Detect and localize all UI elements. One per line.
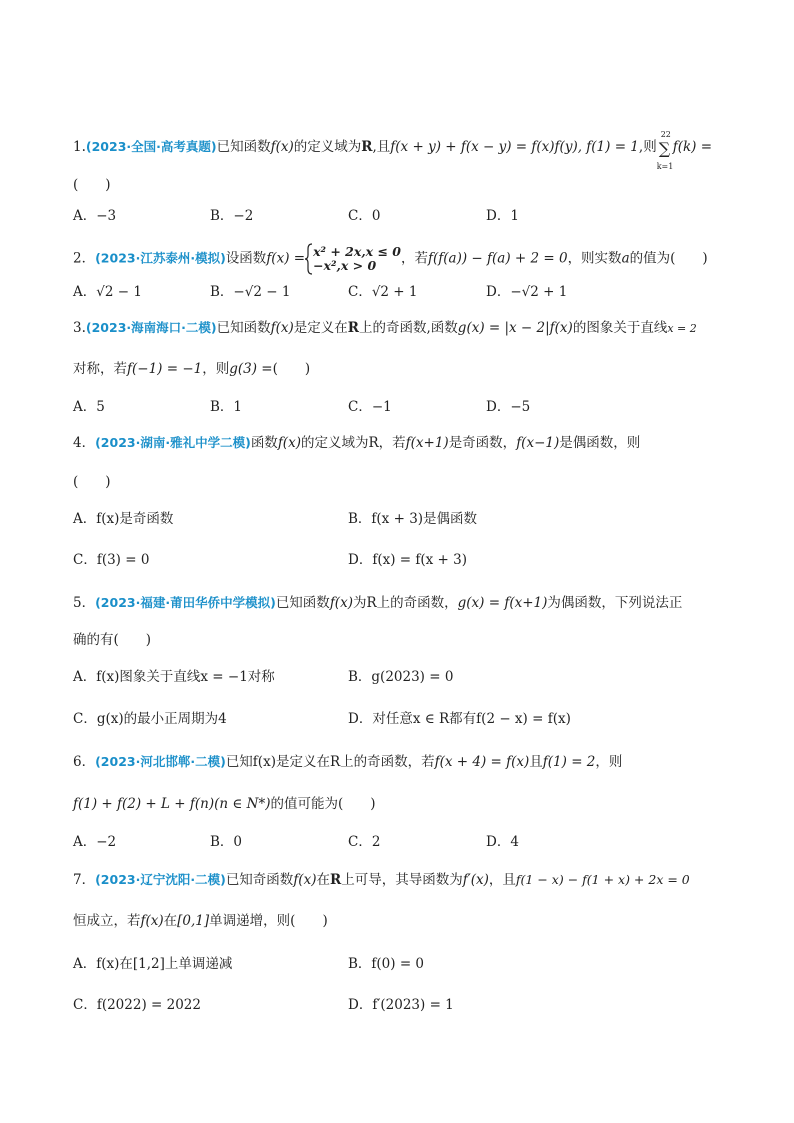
q4-paren: ( ) (73, 474, 111, 490)
q3-text: 对称，若 (73, 361, 127, 377)
q7-option-d: D．f′(2023) = 1 (348, 997, 454, 1013)
q2-number: 2． (73, 250, 96, 267)
q3-stem (73, 318, 697, 339)
q2-case1: x² + 2x,x ≤ 0 (313, 244, 401, 259)
q5-fx: f(x) (329, 595, 353, 611)
q4-text: 的定义域为R，若 (300, 435, 406, 451)
q3-line: x = 2 (667, 322, 697, 335)
q3-text: ，则 (202, 361, 230, 377)
q2-text: 设函数 (225, 250, 267, 267)
q3-text: 上的奇函数,函数 (359, 320, 458, 336)
q2-case2: −x²,x > 0 (313, 258, 377, 273)
q2-fdef: f(x) = (266, 250, 306, 267)
q2-text: 的值为( ) (629, 250, 708, 267)
q4-option-d: D．f(x) = f(x + 3) (348, 552, 467, 568)
q7-option-b: B．f(0) = 0 (348, 956, 425, 972)
q6-option-d: D．4 (486, 834, 519, 850)
q7-text: ，且 (488, 872, 516, 888)
q3-option-a: A．5 (73, 399, 105, 415)
q5-source: (2023·福建·莆田华侨中学模拟) (95, 595, 276, 610)
q6-option-a: A．−2 (73, 834, 117, 850)
q2-source: (2023·江苏泰州·模拟) (95, 250, 226, 266)
q6-text: ，则 (595, 754, 623, 770)
q2-stem (73, 243, 708, 275)
q5-option-b: B．g(2023) = 0 (348, 669, 454, 685)
sum-lower: k=1 (656, 161, 674, 171)
q6-text: 的值可能为( ) (270, 796, 376, 812)
q7-text: 在 (316, 872, 330, 888)
q1-number: 1. (73, 139, 86, 155)
q1-text: 已知函数 (216, 139, 271, 155)
q1-option-d: D．1 (486, 208, 519, 224)
q6-text: 且 (529, 754, 543, 770)
q6-stem (73, 752, 622, 772)
q7-text: 恒成立，若 (73, 913, 141, 929)
q3-condition: f(−1) = −1 (127, 361, 203, 377)
q3-stem-line2 (73, 359, 310, 379)
q7-interval: [0,1] (177, 913, 210, 929)
q6-condition: f(x + 4) = f(x) (434, 754, 530, 770)
q5-gx: g(x) = f(x+1) (457, 595, 548, 611)
q2-option-c: C．√2 + 1 (348, 284, 418, 300)
q4-option-b: B．f(x + 3)是偶函数 (348, 511, 478, 527)
q3-gx: g(x) = |x − 2|f(x) (457, 320, 573, 336)
q5-number: 5． (73, 595, 96, 611)
q7-equation: f(1 − x) − f(1 + x) + 2x = 0 (515, 872, 690, 887)
q6-stem-line2 (73, 794, 376, 814)
q2-var-a: a (621, 250, 630, 267)
q2-equation: f(f(a)) − f(a) + 2 = 0 (428, 250, 568, 267)
q4-source: (2023·湖南·雅礼中学二模) (95, 435, 251, 450)
q1-option-c: C．0 (348, 208, 381, 224)
left-brace-icon (305, 243, 313, 275)
q3-text: 是定义在 (293, 320, 348, 336)
q3-paren: ( ) (272, 361, 311, 377)
q7-fpx: f′(x) (462, 872, 489, 888)
q7-fx2: f(x) (140, 913, 164, 929)
q4-text: 是偶函数，则 (559, 435, 641, 451)
q3-number: 3. (73, 320, 86, 336)
q6-number: 6． (73, 754, 96, 770)
q5-option-c: C．g(x)的最小正周期为4 (73, 711, 227, 727)
q3-R: R (347, 320, 359, 336)
q7-R: R (329, 872, 342, 888)
q4-option-c: C．f(3) = 0 (73, 552, 150, 568)
q1-summation (656, 129, 674, 171)
q3-option-b: B．1 (210, 399, 243, 415)
q2-piecewise (313, 245, 401, 273)
q5-text: 为R上的奇函数， (352, 595, 458, 611)
q7-stem (73, 870, 690, 890)
q7-text: 已知奇函数 (225, 872, 294, 888)
q2-text: ，则实数 (567, 250, 622, 267)
q3-option-d: D．−5 (486, 399, 531, 415)
q2-option-b: B．−√2 − 1 (210, 284, 291, 300)
q4-number: 4． (73, 435, 96, 451)
q3-text: 已知函数 (216, 320, 271, 336)
q5-option-d: D．对任意x ∈ R都有f(2 − x) = f(x) (348, 711, 571, 727)
q4-option-a: A．f(x)是奇函数 (73, 511, 174, 527)
q4-fx: f(x) (277, 435, 301, 451)
q1-sum-expr: f(k) = (672, 139, 713, 155)
sum-upper: 22 (660, 129, 671, 139)
q6-text: 已知f(x)是定义在R上的奇函数，若 (225, 754, 435, 770)
sum-sign: ∑ (658, 138, 671, 158)
q1-text: ,则 (638, 139, 657, 155)
q2-text: ，若 (401, 250, 428, 267)
q3-option-c: C．−1 (348, 399, 392, 415)
q1-stem (73, 129, 713, 171)
q1-source: (2023·全国·高考真题) (85, 139, 217, 154)
q3-fx: f(x) (270, 320, 294, 336)
q3-source: (2023·海南海口·二模) (85, 320, 217, 335)
q5-text: 为偶函数，下列说法正 (547, 595, 683, 611)
q1-paren: ( ) (73, 177, 111, 193)
q6-option-c: C．2 (348, 834, 381, 850)
q5-text: 已知函数 (275, 595, 330, 611)
q4-stem (73, 433, 640, 453)
q1-option-b: B．−2 (210, 208, 254, 224)
q7-text: 上可导，其导函数为 (341, 872, 463, 888)
q4-text: 函数 (250, 435, 278, 451)
q7-text: 单调递增，则( ) (209, 913, 328, 929)
q4-text: 是奇函数， (448, 435, 517, 451)
q4-fx1: f(x+1) (405, 435, 449, 451)
q1-text: 的定义域为 (293, 139, 362, 155)
q5-stem (73, 593, 682, 613)
q1-R: R (361, 139, 373, 155)
q6-option-b: B．0 (210, 834, 243, 850)
q7-source: (2023·辽宁沈阳·二模) (95, 872, 226, 887)
q1-text: ,且 (372, 139, 391, 155)
q3-text: 的图象关于直线 (572, 320, 668, 336)
q7-fx: f(x) (293, 872, 317, 888)
q6-source: (2023·河北邯郸·二模) (95, 754, 226, 769)
q7-option-c: C．f(2022) = 2022 (73, 997, 201, 1013)
q7-text: 在 (163, 913, 178, 929)
q2-option-d: D．−√2 + 1 (486, 284, 568, 300)
q1-fx: f(x) (270, 139, 294, 155)
q2-option-a: A．√2 − 1 (73, 284, 142, 300)
q7-number: 7． (73, 872, 96, 888)
q1-option-a: A．−3 (73, 208, 117, 224)
q3-g3: g(3) = (229, 361, 273, 377)
q6-series: f(1) + f(2) + L + f(n)(n ∈ N*) (73, 796, 271, 812)
q6-condition2: f(1) = 2 (542, 754, 596, 770)
q1-equation: f(x + y) + f(x − y) = f(x)f(y), f(1) = 1 (390, 139, 639, 155)
q4-fxm1: f(x−1) (516, 435, 560, 451)
q7-option-a: A．f(x)在[1,2]上单调递减 (73, 956, 233, 972)
q5-option-a: A．f(x)图象关于直线x = −1对称 (73, 669, 275, 685)
q5-stem-line2: 确的有( ) (73, 632, 152, 648)
q7-stem-line2 (73, 911, 328, 931)
